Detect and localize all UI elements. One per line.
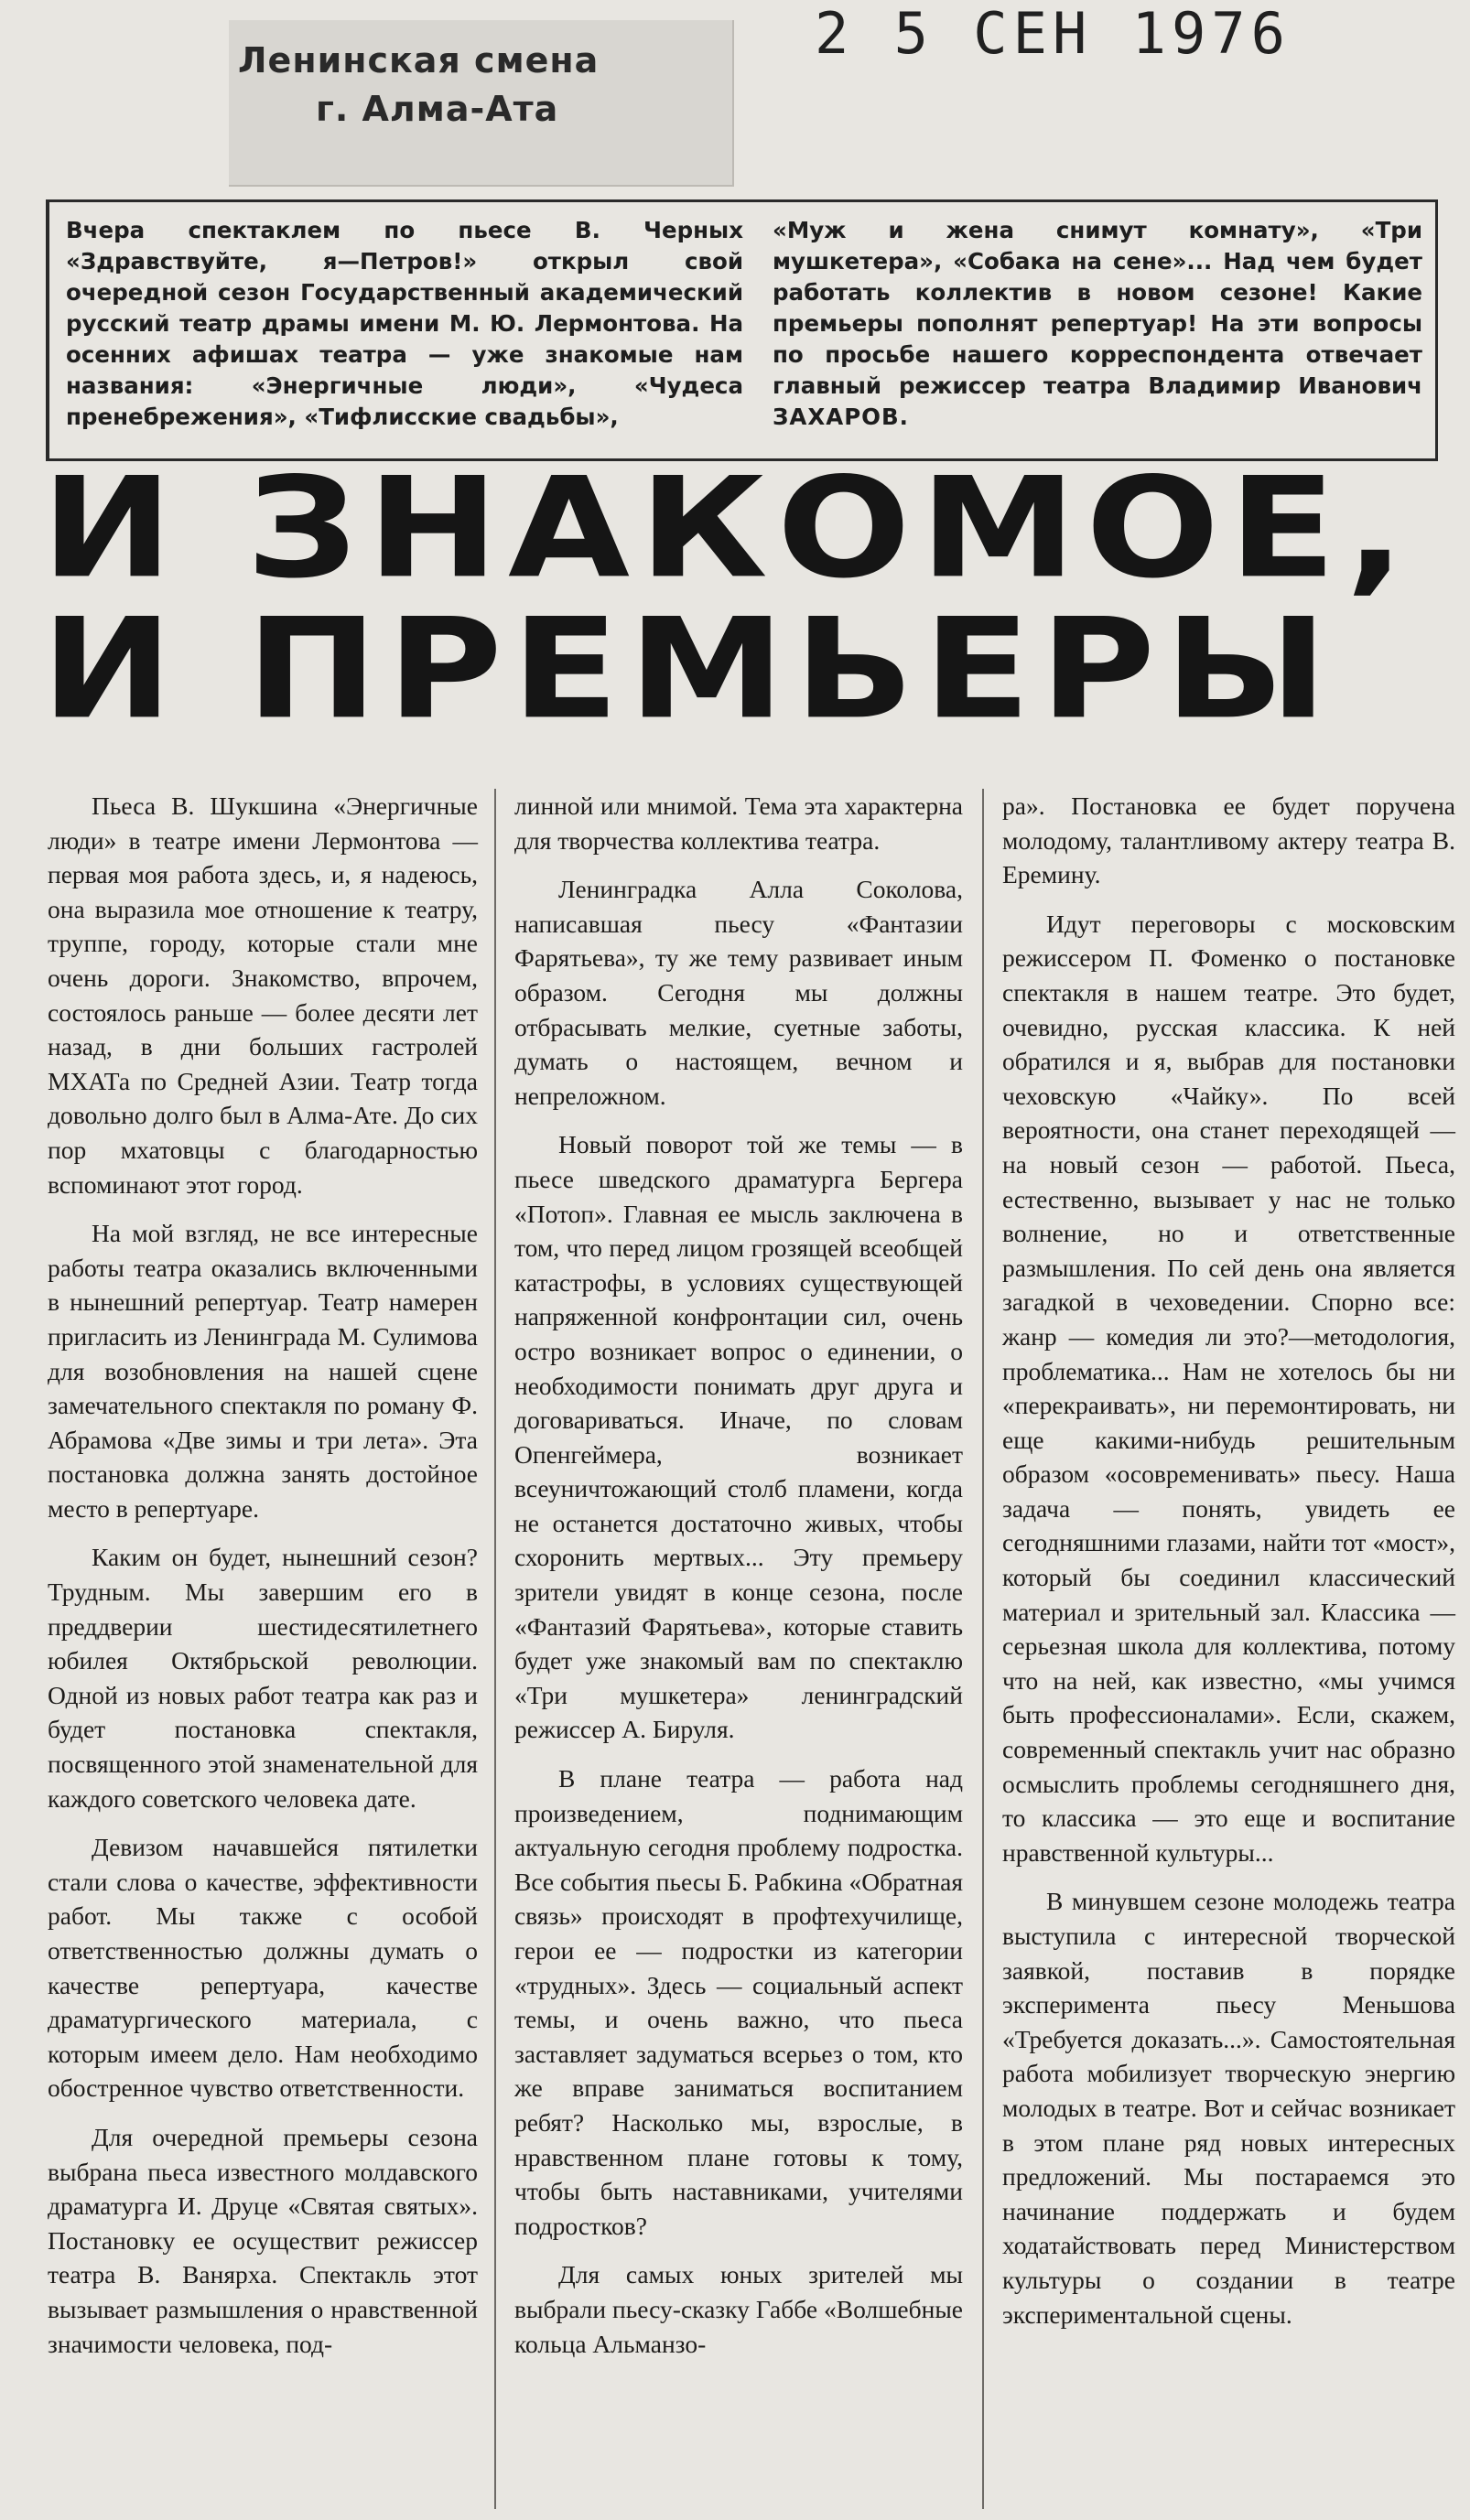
paragraph: Для самых юных зрителей мы выбрали пьесу-сказку Габбе «Волшебные кольца Альманзо- <box>514 2260 963 2358</box>
newspaper-source-stamp <box>229 20 734 187</box>
paragraph: На мой взгляд, не все интересные работы театра оказались включенными в нынешний репертуар. Театр намерен пригласить из Ленинграда М. Сулимова для возобновления на нашей сцене замечательного спектакля по роману Ф. Абрамова «Две зимы и три лета». Эта постановка должна занять достойное место в репертуаре. <box>48 1219 478 1523</box>
column-divider <box>494 789 496 2509</box>
intro-box <box>46 199 1438 461</box>
paragraph: Каким он будет, нынешний сезон? Трудным. Мы завершим его в преддверии шестидесятилетнего юбилея Октябрьской революции. Одной из новых работ театра как раз и будет постановка спектакля, посвященного этой знаменательной для каждого советского человека дате. <box>48 1543 478 1813</box>
article-column-2 <box>514 789 963 2375</box>
paragraph: В минувшем сезоне молодежь театра выступила с интересной творческой заявкой, поставив в порядке эксперимента пьесу Меньшова «Требуется доказать...». Самостоятельная работа мобилизует творческую энергию молодых в театре. Вот и сейчас возникает в этом плане ряд новых интересных предложений. Мы постараемся это начинание поддержать и будем ходатайствовать перед Министерством культуры о создании в театре экспериментальной сцены. <box>1002 1887 1455 2329</box>
paragraph: Идут переговоры с московским режиссером П. Фоменко о постановке спектакля в нашем театре. Это будет, очевидно, русская классика. К ней обратился и я, выбрав для постановки чеховскую «Чайку». По всей вероятности, она станет переходящей — на новый сезон — работой. Пьеса, естественно, вызывает у нас не только волнение, но и ответственные размышления. По сей день она является загадкой в чеховедении. Спорно все: жанр — комедия ли это?—методология, проблематика... Нам не хотелось бы ни «перекраивать», ни перемонтировать, ни еще какими-нибудь решительным образом «осовременивать» пьесу. Наша задача — понять, увидеть ее сегодняшними глазами, найти тот «мост», который бы соединил классический материал и зрительный зал. Классика — серьезная школа для коллектива, потому что на ней, как известно, «мы учимся быть профессионалами». Если, скажем, современный спектакль учит нас образно осмыслить проблемы сегодняшнего дня, то классика — это еще и воспитание нравственной культуры... <box>1002 909 1455 1867</box>
headline-line-2: И ПРЕМЬЕРЫ <box>41 587 1337 750</box>
paragraph: В плане театра — работа над произведением, поднимающим актуальную сегодня проблему подростка. Все события пьесы Б. Рабкина «Обратная связь» происходят в профтехучилище, герои ее — подростки из категории «трудных». Здесь — социальный аспект темы, и очень важно, что пьеса заставляет задуматься всерьез о том, кто же вправе заниматься воспитанием ребят? Насколько мы, взрослые, в нравственном плане готовы к тому, чтобы быть наставниками, учителями подростков? <box>514 1764 963 2240</box>
paragraph: Пьеса В. Шукшина «Энергичные люди» в театре имени Лермонтова — первая моя работа здесь, и, я надеюсь, она выразила мое отношение к театру, труппе, городу, которые стали мне очень дороги. Знакомство, впрочем, состоялось раньше — более десяти лет назад, в дни больших гастролей МХАТа по Средней Азии. Театр тогда довольно долго был в Алма-Ате. До сих пор мхатовцы с благодарностью вспоминают этот город. <box>48 792 478 1199</box>
paragraph: Для очередной премьеры сезона выбрана пьеса известного молдавского драматурга И. Друце «Святая святых». Постановку ее осуществит режиссер театра В. Ванярха. Спектакль этот вызывает размышления о нравственной значимости человека, под- <box>48 2122 478 2358</box>
paragraph: Новый поворот той же темы — в пьесе шведского драматурга Бергера «Потоп». Главная ее мысль заключена в том, что перед лицом грозящей всеобщей катастрофы, в условиях существующей напряженной конфронтации сил, очень остро возникает вопрос о единении, о необходимости понимать друг друга и договариваться. Иначе, по словам Опенгеймера, возникает всеуничтожающий столб пламени, когда не останется достаточно живых, чтобы схоронить мертвых... Эту премьеру зрители увидят в конце сезона, после «Фантазий Фарятьева», которые ставить будет уже знакомый вам по спектаклю «Три мушкетера» ленинградский режиссер А. Бируля. <box>514 1130 963 1744</box>
paragraph: ра». Постановка ее будет поручена молодому, талантливому актеру театра В. Еремину. <box>1002 792 1455 889</box>
interviewee-name: ЗАХАРОВ. <box>773 404 909 430</box>
paragraph: Ленинградка Алла Соколова, написавшая пьесу «Фантазии Фарятьева», ту же тему развивает иным образом. Сегодня мы должны отбрасывать мелкие, суетные заботы, думать о настоящем, вечном и непреложном. <box>514 875 963 1110</box>
intro-right-text <box>773 215 1422 433</box>
headline-line-1: И ЗНАКОМОЕ, <box>41 447 1415 609</box>
date-stamp: 2 5 СЕН 1976 <box>815 0 1291 67</box>
newspaper-city: г. Алма-Ата <box>316 89 559 129</box>
article-column-3 <box>1002 789 1455 2346</box>
intro-left-text: Вчера спектаклем по пьесе В. Черных «Здравствуйте, я—Петров!» открыл свой очередной сезон Государственный академический русский театр драмы имени М. Ю. Лермонтова. На осенних афишах театра — уже знакомые нам названия: «Энергичные люди», «Чудеса пренебрежения», «Тифлисские свадьбы», <box>66 217 743 430</box>
headline <box>41 447 1442 750</box>
column-divider <box>982 789 984 2509</box>
intro-right-body: «Муж и жена снимут комнату», «Три мушкетера», «Собака на сене»... Над чем будет работать коллектив в новом сезоне! Какие премьеры пополнят репертуар! На эти вопросы по просьбе нашего корреспондента отвечает главный режиссер театра Владимир Иванович <box>773 217 1422 399</box>
paragraph: Девизом начавшейся пятилетки стали слова о качестве, эффективности работ. Мы также с особой ответственностью должны думать о качестве репертуара, качестве драматургического материала, с которым имеем дело. Нам необходимо обостренное чувство ответственности. <box>48 1833 478 2103</box>
paragraph: линной или мнимой. Тема эта характерна для творчества коллектива театра. <box>514 792 963 855</box>
newspaper-name: Ленинская смена <box>238 40 600 81</box>
article-column-1 <box>48 789 478 2375</box>
